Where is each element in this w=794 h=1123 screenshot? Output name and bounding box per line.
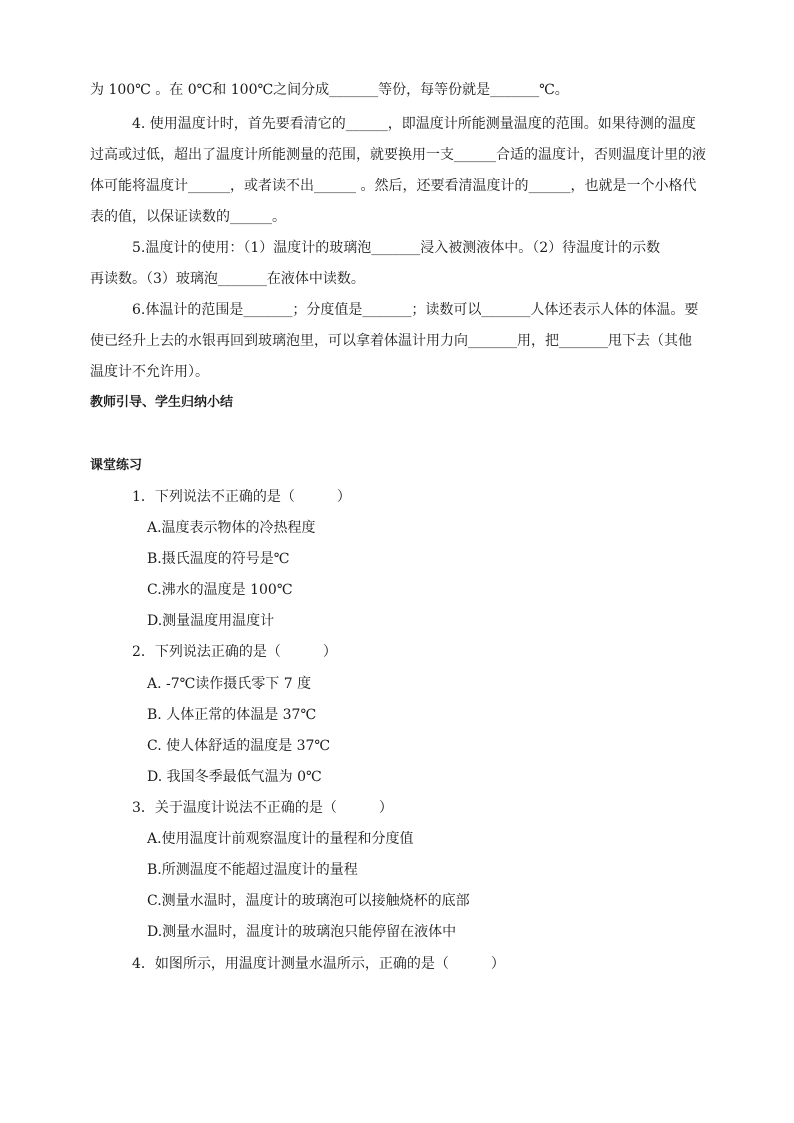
section-heading-summary: 教师引导、学生归纳小结 xyxy=(90,395,234,410)
text-line: 表的值，以保证读数的______。 xyxy=(90,209,286,225)
question-stem: 1．下列说法不正确的是（ ） xyxy=(132,489,351,505)
question-option: C.测量水温时，温度计的玻璃泡可以接触烧杯的底部 xyxy=(147,893,470,909)
text-line: 再读数。（3）玻璃泡_______在液体中读数。 xyxy=(90,271,365,287)
question-option: C.沸水的温度是 100℃ xyxy=(147,582,293,598)
question-option: A. -7℃读作摄氏零下 7 度 xyxy=(147,676,312,692)
question-stem: 2．下列说法正确的是（ ） xyxy=(132,644,337,660)
question-option: D. 我国冬季最低气温为 0℃ xyxy=(147,769,322,785)
question-option: C. 使人体舒适的温度是 37℃ xyxy=(147,738,331,754)
question-option: B. 人体正常的体温是 37℃ xyxy=(147,707,317,723)
question-option: B.摄氏温度的符号是℃ xyxy=(147,551,290,567)
text-line: 体可能将温度计______，或者读不出______ 。然后，还要看清温度计的______，也就是一个小格代 xyxy=(90,178,697,194)
question-option: D.测量温度用温度计 xyxy=(147,613,275,629)
question-stem: 3．关于温度计说法不正确的是（ ） xyxy=(132,800,393,816)
section-heading-practice: 课堂练习 xyxy=(90,458,143,473)
question-option: D.测量水温时，温度计的玻璃泡只能停留在液体中 xyxy=(147,924,457,940)
text-line: 6.体温计的范围是_______；分度值是_______；读数可以_______人体还表示人体的体温。要 xyxy=(132,302,699,318)
text-line: 过高或过低，超出了温度计所能测量的范围，就要换用一支______合适的温度计，否则温度计里的液 xyxy=(90,147,706,163)
text-line: 使已经升上去的水银再回到玻璃泡里，可以拿着体温计用力向_______用，把_______甩下去（其他 xyxy=(90,333,692,349)
text-line: 温度计不允许用）。 xyxy=(90,364,209,380)
text-line: 为 100℃ 。在 0℃和 100℃之间分成_______等份，每等份就是_______℃。 xyxy=(90,82,569,98)
question-option: A.使用温度计前观察温度计的量程和分度值 xyxy=(147,831,414,847)
question-option: B.所测温度不能超过温度计的量程 xyxy=(147,862,358,878)
text-line: 5.温度计的使用：（1）温度计的玻璃泡_______浸入被测液体中。（2）待温度计的示数 xyxy=(132,240,661,256)
question-stem: 4．如图所示，用温度计测量水温所示，正确的是（ ） xyxy=(132,956,505,972)
question-option: A.温度表示物体的冷热程度 xyxy=(147,520,316,536)
text-line: 4. 使用温度计时，首先要看清它的______，即温度计所能测量温度的范围。如果待测的温度 xyxy=(132,116,696,132)
